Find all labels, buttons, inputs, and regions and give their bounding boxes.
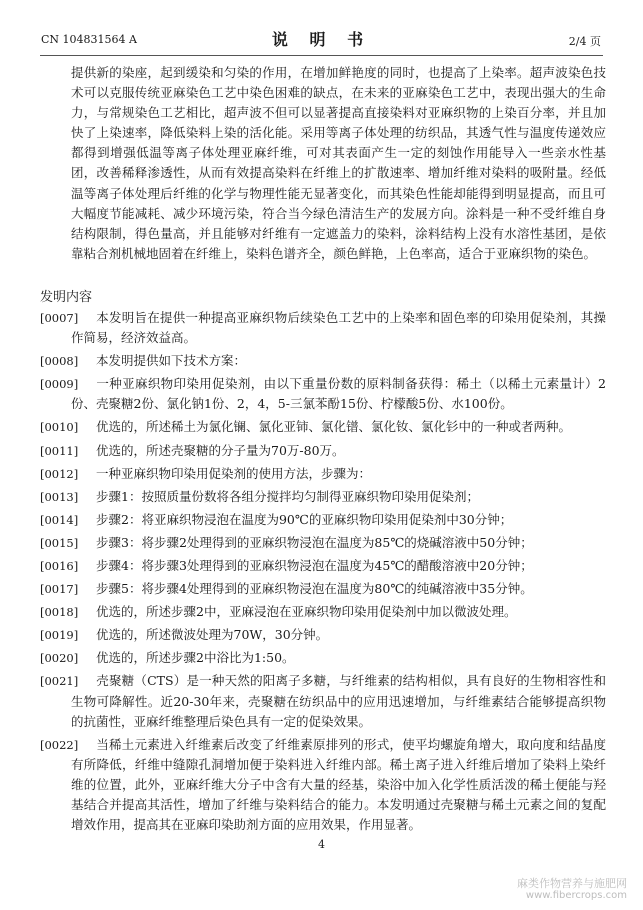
paragraph — [40, 556, 606, 576]
paragraph-text: 优选的，所述步骤2中浴比为1:50。 — [96, 650, 295, 666]
paragraph-number: [0008] — [40, 354, 79, 369]
paragraph-number: [0011] — [40, 443, 79, 458]
page-info: 2/4 页 — [568, 35, 601, 48]
watermark-title: 麻类作物营养与施肥网 — [517, 877, 627, 890]
paragraph-number: [0020] — [40, 651, 79, 666]
paragraph — [40, 671, 606, 731]
document-title: 说 明 书 — [271, 30, 372, 49]
paragraph — [40, 441, 606, 461]
paragraph-text: 步骤4：将步骤3处理得到的亚麻织物浸泡在温度为45℃的醋酸溶液中20分钟； — [96, 557, 533, 573]
paragraph-number: [0015] — [40, 535, 79, 550]
intro-paragraph: 提供新的染座，起到缓染和匀染的作用，在增加鲜艳度的同时，也提高了上染率。超声波染色技术可以克服传统亚麻染色工艺中染色困难的缺点，在未来的亚麻染色工艺中，表现出强大的生命力，与常规染色工艺相比，超声波不但可以显著提高直接染料对亚麻织物的上染百分率，并且加快了上染速率，降低染料上染的活化能。采用等离子体处理的纺织品，其透气性与温度传递效应都得到增强低温等离子体处理亚麻纤维，可对其表面产生一定的刻蚀作用能导入一些亲水性基团，改善稀释渗透性，从而有效提高染料在纤维上的扩散速率、增加纤维对染料的吸附量。经低温等离子体处理后纤维的化学与物理性能无显著变化，而其染色性能却能得到明显提高，而且可大幅度节能减耗、减少环境污染，符合当今绿色清洁生产的发展方向。涂料是一种不受纤维自身结构限制，得色量高，并且能够对纤维有一定遮盖力的染料，涂料结构上没有水溶性基团，是依靠粘合剂机械地固着在纤维上，染料色谱齐全，颜色鲜艳，上色率高，适合于亚麻织物的染色。 — [71, 65, 606, 261]
paragraph-text: 当稀土元素进入纤维素后改变了纤维素原排列的形式，使平均螺旋角增大，取向度和结晶度有所降低，纤维中缝隙孔洞增加便于染料进入纤维内部。稀土离子进入纤维后增加了染料上染纤维的位置，此外，亚麻纤维大分子中含有大量的经基，染浴中加入化学性质活泼的稀土便能与羟基结合并提高其活性，增加了纤维与染料结合的能力。本发明通过壳聚糖与稀土元素之间的复配增效作用，提高其在亚麻印染助剂方面的应用效果，作用显著。 — [71, 736, 606, 833]
paragraph — [40, 602, 606, 622]
paragraph-number: [0007] — [40, 310, 79, 325]
paragraph-number: [0018] — [40, 605, 79, 620]
paragraph-text: 优选的，所述微波处理为70W，30分钟。 — [96, 627, 329, 643]
header-rule — [40, 55, 603, 56]
paragraph-number: [0014] — [40, 512, 79, 527]
patent-number: CN 104831564 A — [41, 33, 137, 46]
paragraph-text: 本发明提供如下技术方案： — [96, 353, 247, 369]
paragraph-text: 一种亚麻织物印染用促染剂，由以下重量份数的原料制备获得：稀土（以稀土元素量计）2份、壳聚糖2份、氯化钠1份、2，4，5-三氯苯酚15份、柠檬酸5份、水100份。 — [71, 376, 606, 412]
paragraph — [40, 648, 606, 668]
paragraph — [40, 510, 606, 530]
paragraph — [40, 308, 606, 348]
paragraph-number: [0017] — [40, 582, 79, 597]
paragraph-number: [0013] — [40, 489, 79, 504]
section-title: 发明内容 — [40, 289, 93, 305]
paragraph — [40, 487, 606, 507]
paragraph-text: 优选的，所述壳聚糖的分子量为70万-80万。 — [96, 442, 345, 458]
paragraph-text: 步骤2：将亚麻织物浸泡在温度为90℃的亚麻织物印染用促染剂中30分钟； — [96, 511, 513, 527]
paragraph-text: 壳聚糖（CTS）是一种天然的阳离子多糖，与纤维素的结构相似，具有良好的生物相容性和生物可降解性。近20-30年来，壳聚糖在纺织品中的应用迅速增加，与纤维素结合能够提高织物的抗菌性，亚麻纤维整理后染色具有一定的促染效果。 — [71, 673, 606, 729]
paragraph — [40, 374, 606, 414]
watermark-url: www.fibercrops.com — [525, 890, 627, 901]
paragraph-number: [0016] — [40, 558, 79, 573]
paragraph — [40, 417, 606, 437]
document-body — [40, 63, 606, 838]
paragraph — [40, 533, 606, 553]
paragraph-number: [0009] — [40, 377, 79, 392]
paragraph-number: [0021] — [40, 674, 79, 689]
paragraph-text: 步骤3：将步骤2处理得到的亚麻织物浸泡在温度为85℃的烧碱溶液中50分钟； — [96, 534, 533, 550]
paragraph-text: 优选的，所述稀土为氯化镧、氯化亚铈、氯化镨、氯化钕、氯化钐中的一种或者两种。 — [96, 419, 572, 435]
paragraph — [40, 735, 606, 835]
paragraph-list — [40, 308, 606, 835]
paragraph-number: [0012] — [40, 466, 79, 481]
paragraph-text: 步骤5：将步骤4处理得到的亚麻织物浸泡在温度为80℃的纯碱溶液中35分钟。 — [96, 581, 533, 597]
paragraph-number: [0019] — [40, 628, 79, 643]
paragraph-text: 一种亚麻织物印染用促染剂的使用方法，步骤为： — [96, 465, 372, 481]
paragraph-number: [0022] — [40, 737, 79, 752]
paragraph-text: 步骤1：按照质量份数将各组分搅拌均匀制得亚麻织物印染用促染剂； — [96, 488, 479, 504]
paragraph — [40, 464, 606, 484]
paragraph — [40, 625, 606, 645]
watermark — [517, 878, 627, 902]
paragraph-text: 本发明旨在提供一种提高亚麻织物后续染色工艺中的上染率和固色率的印染用促染剂，其操作简易，经济效益高。 — [71, 309, 606, 346]
page-number: 4 — [318, 838, 325, 851]
paragraph — [40, 351, 606, 371]
paragraph-text: 优选的，所述步骤2中，亚麻浸泡在亚麻织物印染用促染剂中加以微波处理。 — [96, 604, 517, 620]
paragraph-number: [0010] — [40, 420, 79, 435]
paragraph — [40, 579, 606, 599]
